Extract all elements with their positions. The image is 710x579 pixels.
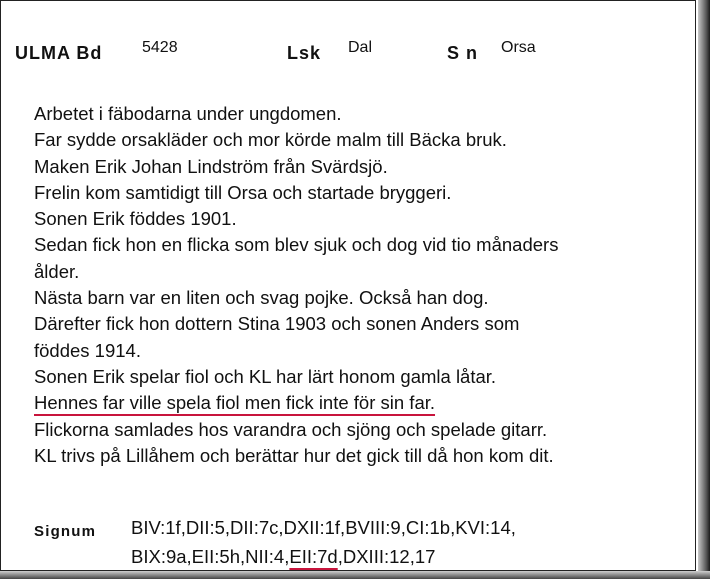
signum-label: Signum: [34, 523, 97, 540]
signum-codes: [131, 513, 516, 571]
signum-codes-part: BIX:9a,EII:5h,NII:4,: [131, 546, 290, 567]
sn-value: Orsa: [501, 39, 536, 56]
underlined-sentence: Hennes far ville spela fiol men fick inte för sin far.: [34, 392, 436, 414]
text-line: KL trivs på Lillåhem och berättar hur det gick till då hon kom dit.: [34, 444, 554, 466]
text-line: Frelin kom samtidigt till Orsa och startade bryggeri.: [34, 181, 452, 203]
lsk-value: Dal: [348, 39, 373, 56]
text-line: Nästa barn var en liten och svag pojke. Också han dog.: [34, 287, 489, 309]
text-line: Far sydde orsakläder och mor körde malm till Bäcka bruk.: [34, 129, 507, 151]
text-line: Sedan fick hon en flicka som blev sjuk och dog vid tio månaders: [34, 234, 559, 256]
scan-edge-shadow: [698, 0, 710, 579]
sn-label: S n: [447, 43, 479, 63]
text-line: Arbetet i fäbodarna under ungdomen.: [34, 103, 342, 124]
signum-line-1: BIV:1f,DII:5,DII:7c,DXII:1f,BVIII:9,CI:1b,KVI:14,: [131, 517, 516, 538]
text-line: föddes 1914.: [34, 339, 141, 361]
card-header: [15, 37, 675, 67]
signum-codes-part: ,DXIII:12,17: [337, 546, 436, 567]
archive-label: ULMA Bd: [15, 43, 103, 63]
signum-underlined-code: EII:7d: [289, 546, 338, 567]
text-line: Därefter fick hon dottern Stina 1903 och sonen Anders som: [34, 313, 520, 335]
scan-edge-shadow: [0, 571, 710, 579]
text-line: Flickorna samlades hos varandra och sjöng och spelade gitarr.: [34, 418, 548, 440]
text-line: Maken Erik Johan Lindström från Svärdsjö.: [34, 155, 388, 177]
archive-number: 5428: [142, 39, 178, 56]
text-line-underlined: [34, 390, 684, 416]
text-line: Sonen Erik spelar fiol och KL har lärt honom gamla låtar.: [34, 365, 497, 387]
card-body: [34, 101, 684, 469]
signum-line-2: [131, 542, 516, 571]
text-line: Sonen Erik föddes 1901.: [34, 208, 237, 230]
lsk-label: Lsk: [287, 43, 322, 63]
text-line: ålder.: [34, 260, 80, 282]
